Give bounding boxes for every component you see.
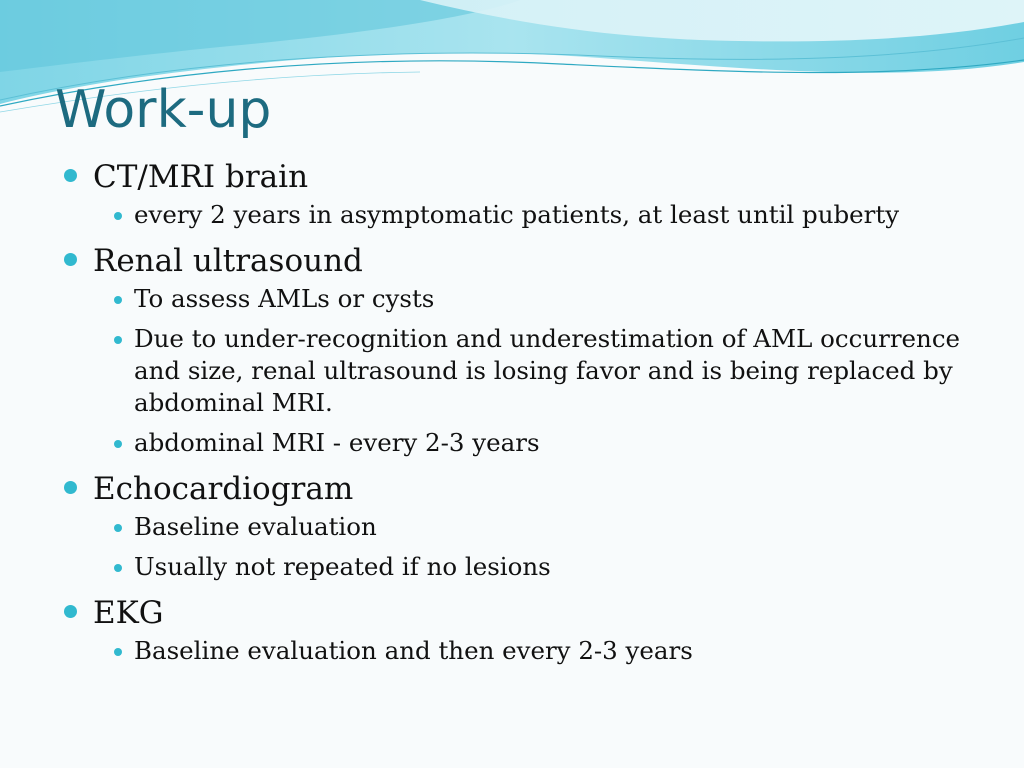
bullet-dot-icon [64,605,77,618]
sub-bullet [62,427,982,459]
sub-bullet-text: Baseline evaluation [134,512,377,541]
slide-title: Work-up [55,80,272,140]
sub-bullet-text: Baseline evaluation and then every 2-3 years [134,636,693,665]
sub-bullet [62,635,982,667]
sub-bullet-dot-icon [114,440,122,448]
sub-bullet [62,283,982,315]
sub-bullet-dot-icon [114,296,122,304]
bullet-renal-ultrasound [62,239,982,283]
sub-bullet [62,551,982,583]
sub-bullet [62,323,982,419]
sub-bullet-dot-icon [114,336,122,344]
sub-bullet-dot-icon [114,212,122,220]
bullet-text: Renal ultrasound [93,243,363,279]
bullet-dot-icon [64,481,77,494]
bullet-text: Echocardiogram [93,471,354,507]
bullet-text: CT/MRI brain [93,159,309,195]
bullet-text: EKG [93,595,164,631]
sub-bullet-dot-icon [114,524,122,532]
sub-bullet-dot-icon [114,648,122,656]
sub-bullet-dot-icon [114,564,122,572]
bullet-list [62,155,982,675]
sub-bullet-text: Usually not repeated if no lesions [134,552,551,581]
sub-bullet-text: Due to under-recognition and underestimation of AML occurrence and size, renal ultrasound is losing favor and is being replaced by abdominal MRI. [134,324,961,417]
sub-bullet [62,511,982,543]
sub-bullet-text: every 2 years in asymptomatic patients, at least until puberty [134,200,900,229]
bullet-ekg [62,591,982,635]
sub-bullet-text: To assess AMLs or cysts [134,284,435,313]
bullet-echocardiogram [62,467,982,511]
bullet-ct-mri-brain [62,155,982,199]
bullet-dot-icon [64,253,77,266]
sub-bullet-text: abdominal MRI - every 2-3 years [134,428,540,457]
sub-bullet [62,199,982,231]
bullet-dot-icon [64,169,77,182]
